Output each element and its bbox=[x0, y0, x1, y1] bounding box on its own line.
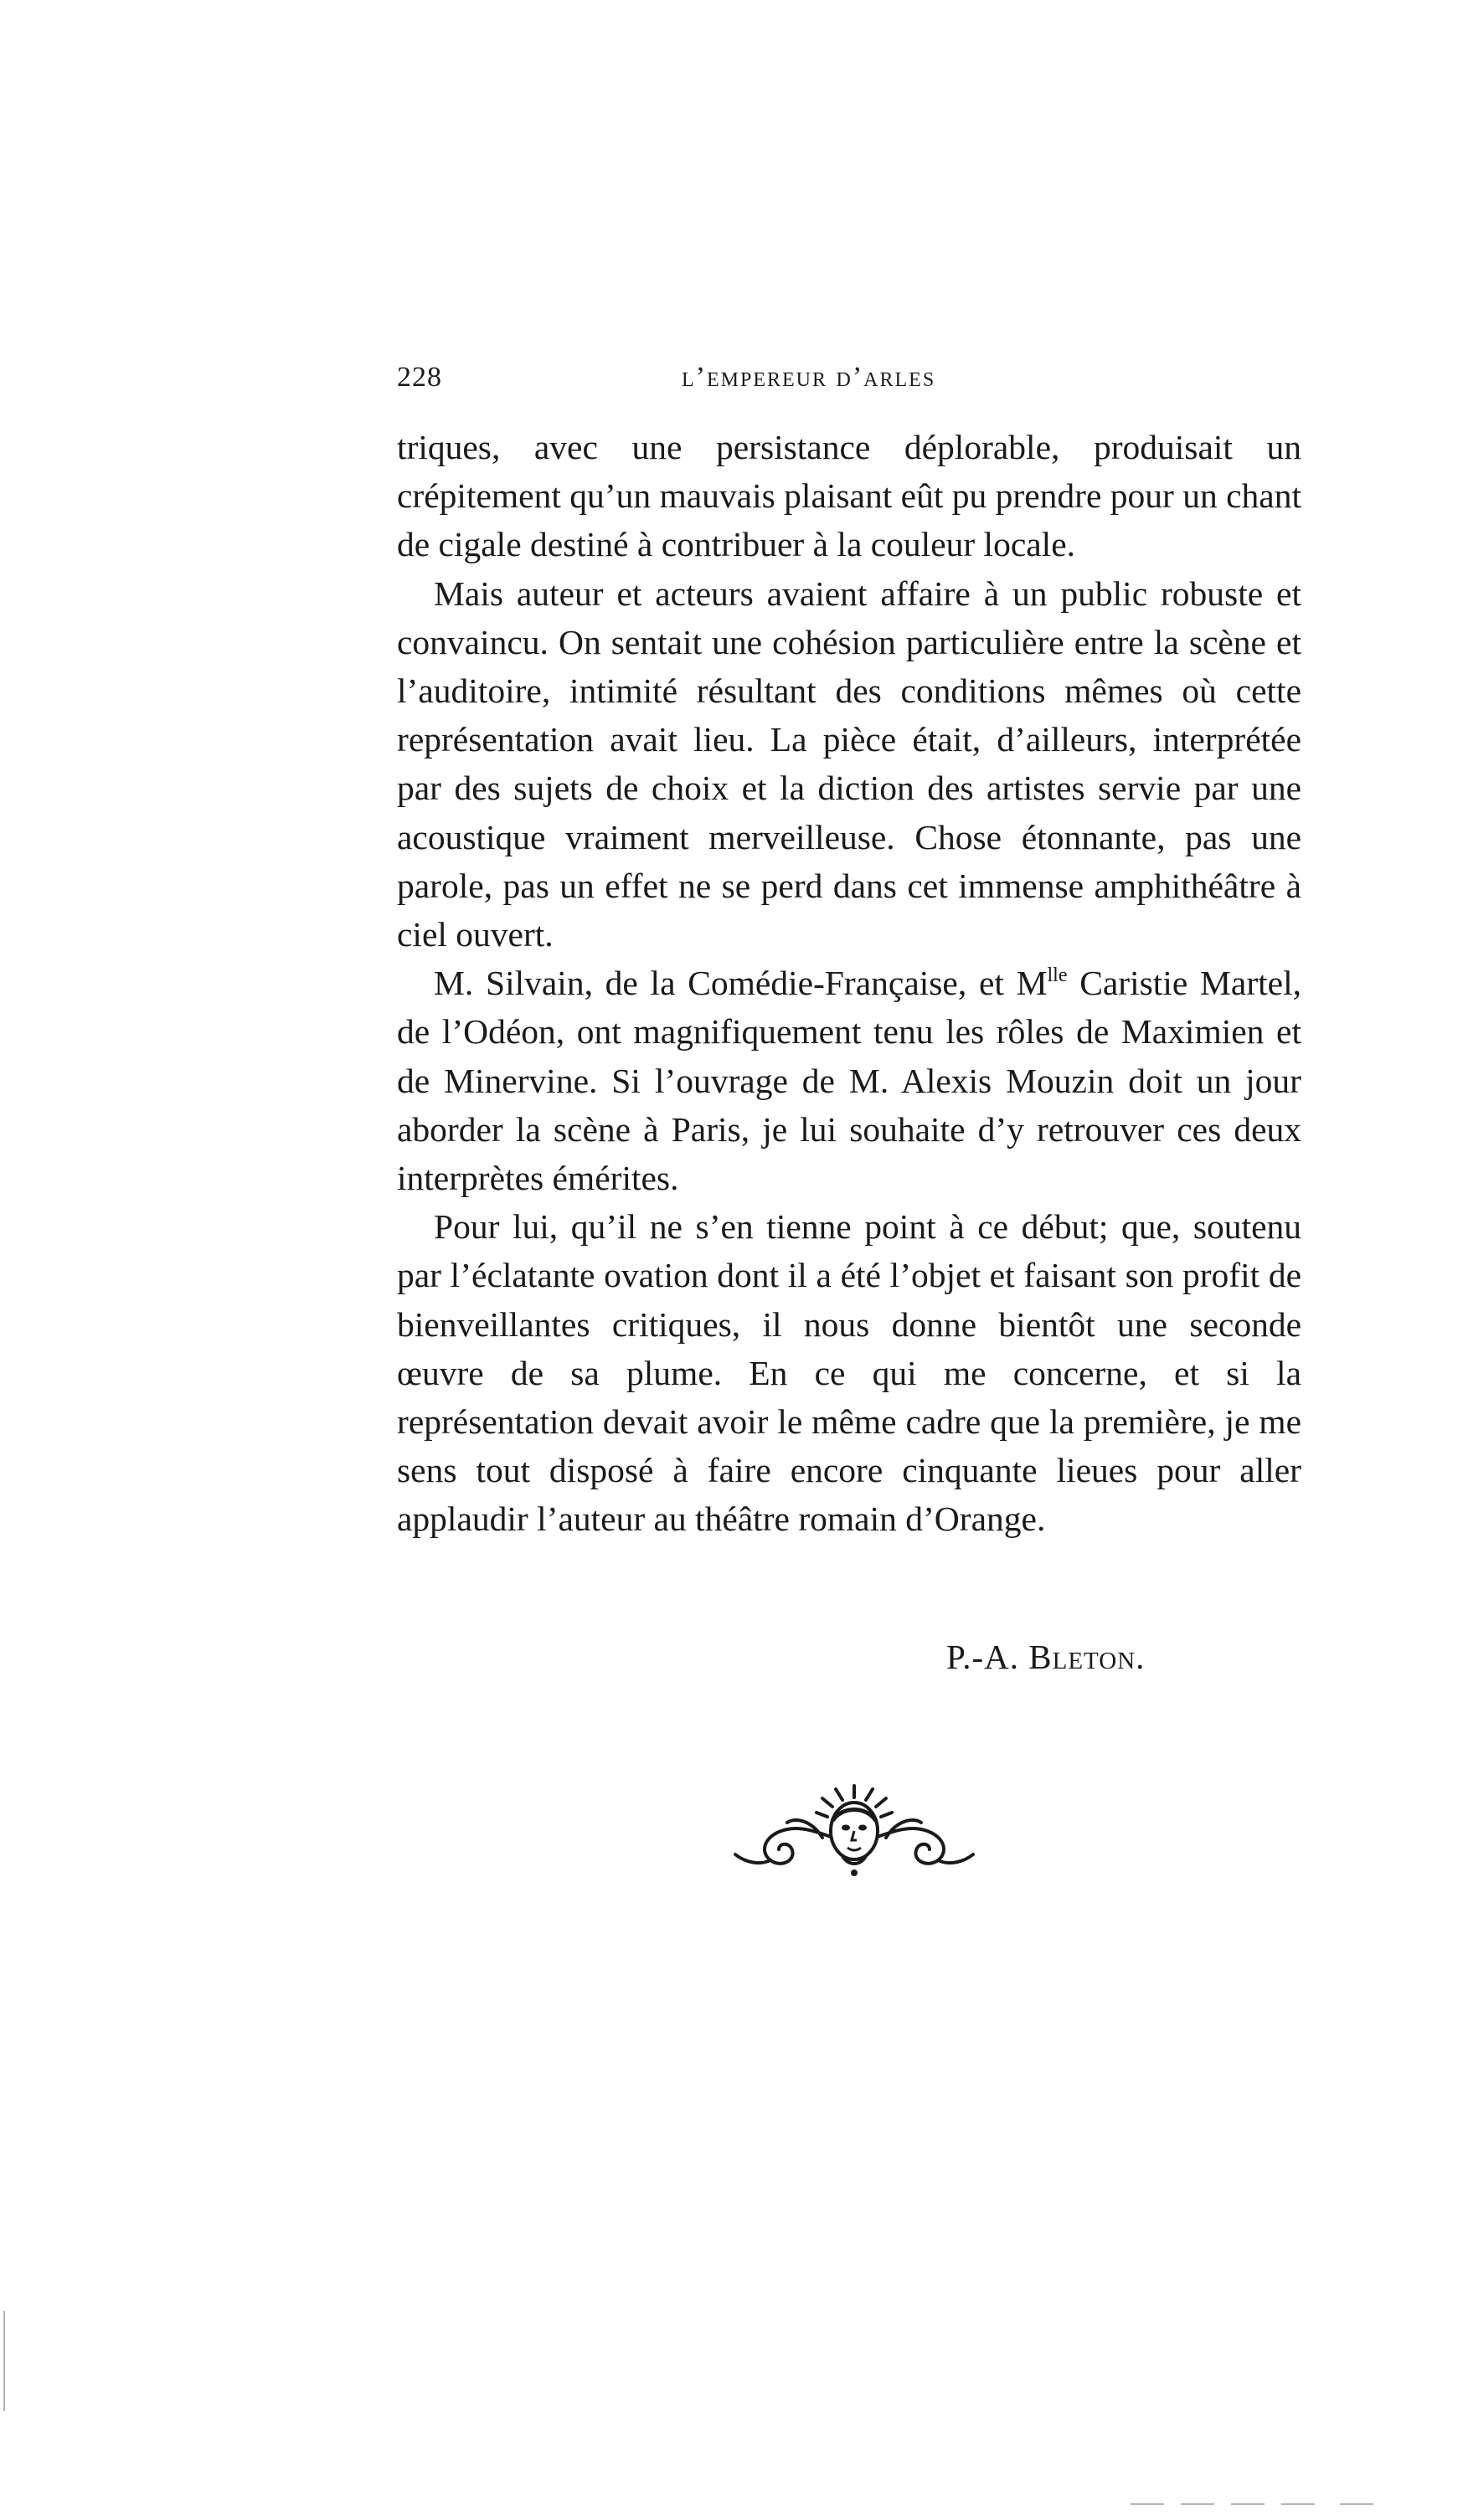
tailpiece-mask-ornament-icon bbox=[729, 1779, 980, 1888]
author-signature bbox=[946, 1637, 1145, 1677]
scan-mark bbox=[1131, 2503, 1164, 2505]
paragraph-4: Pour lui, qu’il ne s’en tienne point à ce début; que, soutenu par l’éclatante ovation dont il a été l’objet et faisant son profit de bienveillantes critiques, il nous donne bientôt une seconde œuvre de sa plume. En ce qui me concerne, et si la représentation devait avoir le même cadre que la première, je me sens tout disposé à faire encore cinquante lieues pour aller applaudir l’auteur au théâtre romain d’Orange. bbox=[397, 1207, 1301, 1539]
paragraph-3-start: M. Silvain, de la Comédie-Française, et M bbox=[434, 964, 1048, 1003]
paragraph-3 bbox=[397, 959, 1301, 1202]
signature-initials: P.-A. bbox=[946, 1638, 1020, 1676]
paragraph-2: Mais auteur et acteurs avaient affaire à un public robuste et convaincu. On sentait une cohésion particulière entre la scène et l’auditoire, intimité résultant des conditions mêmes où cette représentation avait lieu. La pièce était, d’ailleurs, interprétée par des sujets de choix et la diction des artistes servie par une acoustique vraiment merveilleuse. Chose étonnante, pas une parole, pas un effet ne se perd dans cet immense amphithéâtre à ciel ouvert. bbox=[397, 573, 1301, 954]
running-head bbox=[397, 362, 1301, 404]
scan-mark bbox=[1181, 2503, 1214, 2505]
scan-mark bbox=[1340, 2503, 1373, 2505]
running-title: l’empereur d’arles bbox=[682, 362, 936, 393]
signature-surname: Bleton. bbox=[1028, 1638, 1146, 1676]
paragraph-1: triques, avec une persistance déplorable, produisait un crépitement qu’un mauvais plaisant eût pu prendre pour un chant de cigale destiné à contribuer à la couleur locale. bbox=[397, 428, 1301, 564]
scan-mark bbox=[3, 2311, 5, 2411]
paragraph-3-rest: Caristie Martel, de l’Odéon, ont magnifiquement tenu les rôles de Maximien et de Minervine. Si l’ouvrage de M. Alexis Mouzin doit un jour aborder la scène à Paris, je lui souhaite d’y retrouver ces deux interprètes émérites. bbox=[397, 964, 1301, 1198]
scan-mark bbox=[1231, 2503, 1265, 2505]
body-text bbox=[397, 423, 1301, 1544]
mademoiselle-superscript: lle bbox=[1047, 964, 1068, 987]
page-number: 228 bbox=[397, 362, 442, 393]
scan-mark bbox=[1281, 2503, 1315, 2505]
